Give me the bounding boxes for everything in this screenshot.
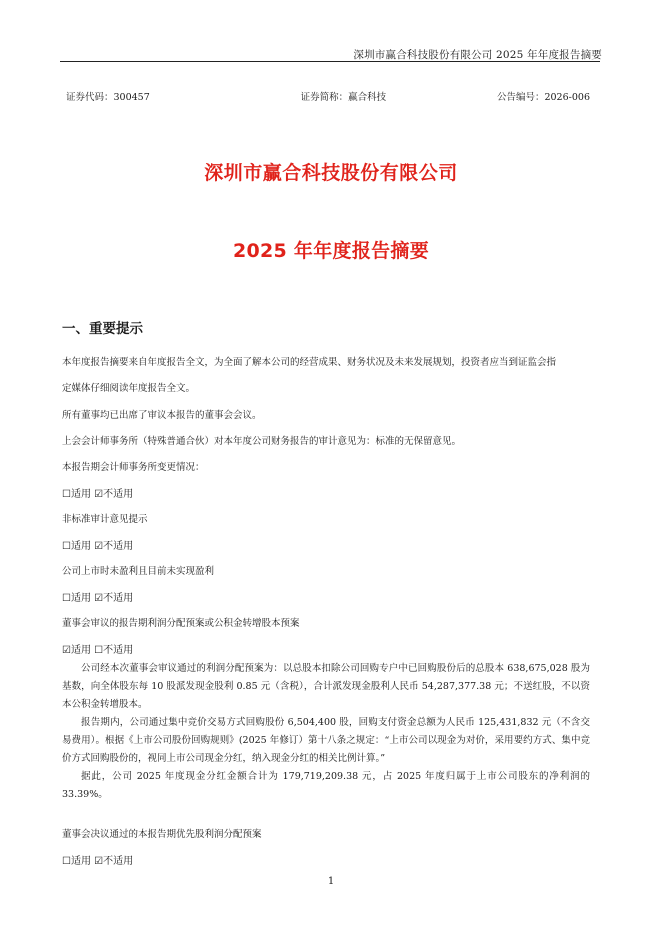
page-number: 1 — [327, 876, 335, 887]
firm-change-label: 本报告期会计师事务所变更情况： — [62, 462, 205, 473]
audit-opinion: 上会会计师事务所（特殊普通合伙）对本年度公司财务报告的审计意见为：标准的无保留意见。 — [62, 436, 462, 447]
dividend-plan-checkboxes: ☑适用 ☐不适用 — [62, 645, 134, 656]
header-rule — [60, 61, 600, 62]
dividend-paragraph-3: 据此，公司 2025 年度现金分红金额合计为 179,719,209.38 元，占 2025 年度归属于上市公司股东的净利润的 33.39%。 — [62, 771, 590, 800]
dividend-plan-label: 董事会审议的报告期利润分配预案或公积金转增股本预案 — [62, 618, 300, 629]
directors-attendance: 所有董事均已出席了审议本报告的董事会会议。 — [62, 410, 262, 421]
dividend-paragraph-1: 公司经本次董事会审议通过的利润分配预案为：以总股本扣除公司回购专户中已回购股份后的总股本 638,675,028 股为基数，向全体股东每 10 股派发现金股利 0.85 元（含税），合计派发现金股利人民币 54,287,377.38 元；不送红股，不以资本公积金转增股本。 — [62, 663, 590, 710]
meta-row — [66, 89, 590, 103]
intro-line-1: 本年度报告摘要来自年度报告全文，为全面了解本公司的经营成果、财务状况及未来发展规划，投资者应当到证监会指 — [62, 357, 557, 368]
preferred-dividend-checkboxes: ☐适用 ☑不适用 — [62, 856, 134, 867]
nonstandard-opinion-label: 非标准审计意见提示 — [62, 514, 148, 525]
section-heading: 一、重要提示 — [62, 321, 143, 337]
firm-change-checkboxes: ☐适用 ☑不适用 — [62, 489, 134, 500]
nonstandard-opinion-checkboxes: ☐适用 ☑不适用 — [62, 541, 134, 552]
unprofitable-checkboxes: ☐适用 ☑不适用 — [62, 593, 134, 604]
report-title: 2025 年年度报告摘要 — [232, 240, 430, 262]
stock-name: 证券简称：赢合科技 — [300, 92, 387, 103]
running-header: 深圳市赢合科技股份有限公司 2025 年年度报告摘要 — [353, 49, 602, 61]
intro-line-2: 定媒体仔细阅读年度报告全文。 — [62, 383, 196, 394]
preferred-dividend-label: 董事会决议通过的本报告期优先股利润分配预案 — [62, 829, 262, 840]
stock-code: 证券代码：300457 — [66, 92, 150, 103]
dividend-paragraph-2: 报告期内，公司通过集中竞价交易方式回购股份 6,504,400 股，回购支付资金总额为人民币 125,431,832 元（不含交易费用）。根据《上市公司股份回购规则》(2025 年修订）第十八条之规定：“上市公司以现金为对价，采用要约方式、集中竞价方式回购股份的，视同上市公司现金分红，纳入现金分红的相关比例计算。” — [62, 717, 590, 764]
announcement-number: 公告编号：2026-006 — [496, 92, 590, 103]
company-title: 深圳市赢合科技股份有限公司 — [204, 162, 458, 184]
unprofitable-label: 公司上市时未盈利且目前未实现盈利 — [62, 566, 215, 577]
